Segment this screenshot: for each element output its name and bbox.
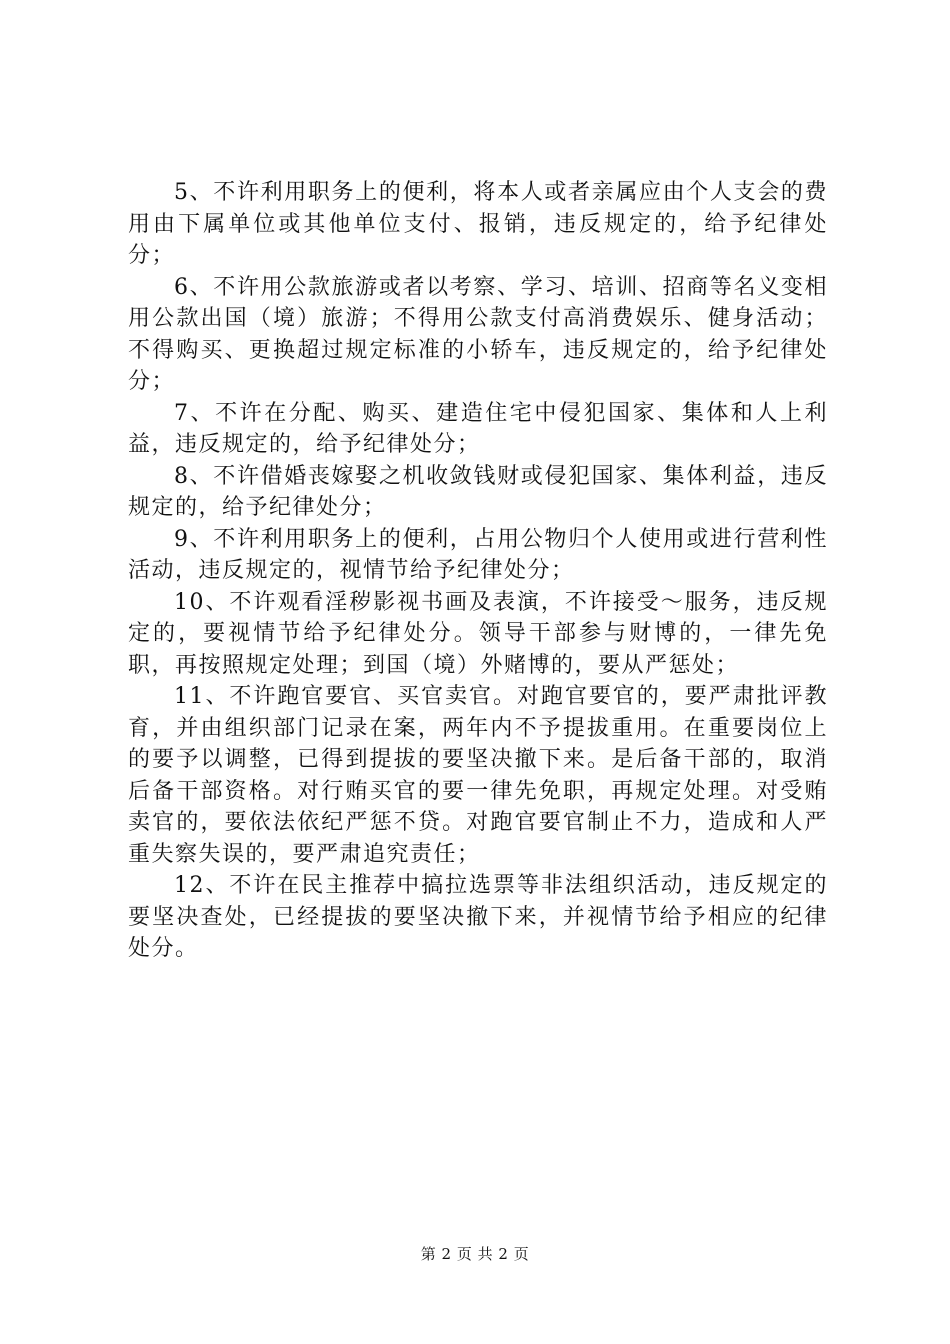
paragraph-item-11: 11、不许跑官要官、买官卖官。对跑官要官的，要严肃批评教育，并由组织部门记录在案，两年内不予提拔重用。在重要岗位上的要予以调整，已得到提拔的要坚决撤下来。是后备干部的，取消后备干部资格。对行贿买官的要一律先免职，再规定处理。对受贿卖官的，要依法依纪严惩不贷。对跑官要官制止不力，造成和人严重失察失误的，要严肃追究责任；	[128, 684, 828, 867]
paragraph-item-6: 6、不许用公款旅游或者以考察、学习、培训、招商等名义变相用公款出国（境）旅游；不得用公款支付高消费娱乐、健身活动；不得购买、更换超过规定标准的小轿车，违反规定的，给予纪律处分；	[128, 274, 828, 394]
paragraph-item-7: 7、不许在分配、购买、建造住宅中侵犯国家、集体和人上利益，违反规定的，给予纪律处分；	[128, 400, 828, 457]
paragraph-item-8: 8、不许借婚丧嫁娶之机收敛钱财或侵犯国家、集体利益，违反规定的，给予纪律处分；	[128, 463, 828, 520]
paragraph-item-10: 10、不许观看淫秽影视书画及表演，不许接受～服务，违反规定的，要视情节给予纪律处分。领导干部参与财博的，一律先免职，再按照规定处理；到国（境）外赌博的，要从严惩处；	[128, 589, 828, 678]
document-body	[128, 177, 828, 965]
paragraph-item-12: 12、不许在民主推荐中搞拉选票等非法组织活动，违反规定的要坚决查处，已经提拔的要坚决撤下来，并视情节给予相应的纪律处分。	[128, 873, 828, 961]
paragraph-item-5: 5、不许利用职务上的便利，将本人或者亲属应由个人支会的费用由下属单位或其他单位支付、报销，违反规定的，给予纪律处分；	[128, 180, 828, 268]
page-footer: 第 2 页 共 2 页	[420, 1245, 530, 1263]
paragraph-item-9: 9、不许利用职务上的便利，占用公物归个人使用或进行营利性活动，违反规定的，视情节给予纪律处分；	[128, 526, 828, 583]
